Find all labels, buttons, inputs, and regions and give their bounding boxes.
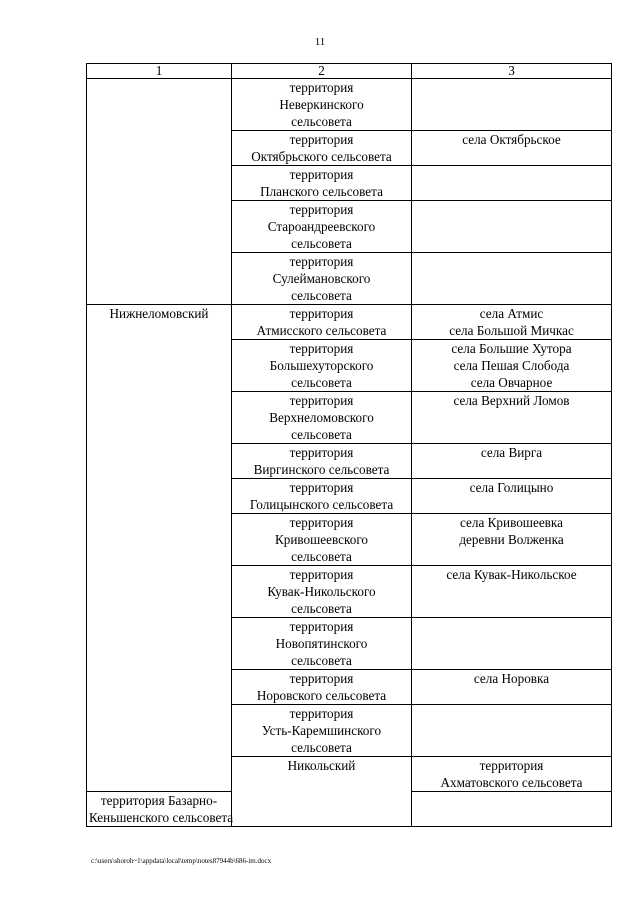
territory-line: территория [289,254,354,269]
settlement-line: села Норовка [473,671,550,686]
territory-line: территория [289,393,354,408]
territory-line: территория [289,480,354,495]
settlements-cell [412,444,612,479]
territory-cell [232,131,412,166]
territory-line: сельсовета [291,236,352,251]
territory-line: Кувак-Никольского [267,584,376,599]
territory-cell [232,166,412,201]
territory-line: территория [289,706,354,721]
territory-line: сельсовета [291,114,352,129]
settlement-line: села Атмис [479,306,544,321]
territory-line: Большехуторского [269,358,374,373]
territory-line: Сулеймановского [272,271,371,286]
territory-cell [232,79,412,131]
territory-line: территория [289,341,354,356]
territory-line: территория [289,515,354,530]
settlements-cell [412,166,612,201]
settlement-line: деревни Волженка [459,532,564,547]
table-row [87,305,612,340]
column-header: 2 [232,64,412,79]
territory-line: Староандреевского [267,219,376,234]
territory-line: сельсовета [291,549,352,564]
settlement-line: села Овчарное [470,375,553,390]
territory-cell [232,392,412,444]
territory-line: Неверкинского [279,97,364,112]
territory-line: территория [289,80,354,95]
territory-cell [232,566,412,618]
settlement-line: села Вирга [480,445,543,460]
territory-line: Атмисского сельсовета [256,323,387,338]
territory-line: Верхнеломовского [269,410,374,425]
territory-line: территория [289,202,354,217]
territory-line: территория [289,167,354,182]
district-cell [87,79,232,305]
territory-line: Норовского сельсовета [256,688,387,703]
territory-line: Ахматовского сельсовета [440,775,583,790]
settlement-line: села Большой Мичкас [449,323,574,338]
territory-cell [232,618,412,670]
territory-cell [232,253,412,305]
page-number: 11 [314,36,326,48]
territory-line: территория [289,132,354,147]
territory-cell [232,705,412,757]
territory-line: сельсовета [291,288,352,303]
footer-file-path: c:\users\shoroh~1\appdata\local\temp\notes87944b\686-im.docx [91,857,272,865]
settlements-cell [412,305,612,340]
settlements-cell [412,566,612,618]
table-body [87,79,612,827]
territory-line: Виргинского сельсовета [253,462,390,477]
district-cell: Нижнеломовский [87,305,232,792]
territory-line: Усть-Каремшинского [261,723,382,738]
column-header: 3 [412,64,612,79]
territory-cell [232,340,412,392]
territory-line: территория [289,445,354,460]
settlement-line: села Верхний Ломов [453,393,570,408]
territory-line: Кривошеевского [274,532,369,547]
settlements-cell [412,201,612,253]
territory-line: территория [479,758,544,773]
settlements-cell [412,670,612,705]
territory-line: сельсовета [291,375,352,390]
settlements-table [86,63,612,827]
territory-cell [232,670,412,705]
territory-line: Новопятинского [275,636,368,651]
settlement-line: села Большие Хутора [451,341,572,356]
territory-line: территория [289,306,354,321]
territory-line: территория [289,671,354,686]
settlements-cell [412,705,612,757]
settlements-cell [412,479,612,514]
settlements-cell [412,618,612,670]
settlements-cell [412,514,612,566]
settlements-cell [412,253,612,305]
settlement-line: села Голицыно [469,480,554,495]
district-cell: Никольский [232,757,412,827]
territory-line: сельсовета [291,601,352,616]
territory-line: сельсовета [291,653,352,668]
territory-line: территория [289,619,354,634]
settlement-line: села Кривошеевка [460,515,563,530]
settlements-cell [412,792,612,827]
territory-cell [412,757,612,792]
column-header: 1 [87,64,232,79]
settlements-cell [412,131,612,166]
territory-cell [232,444,412,479]
territory-line: территория [289,567,354,582]
territory-cell [232,514,412,566]
table-row [87,79,612,131]
territory-line: Голицынского сельсовета [249,497,394,512]
territory-line: Планского сельсовета [260,184,383,199]
settlement-line: села Пешая Слобода [453,358,570,373]
territory-cell [232,305,412,340]
settlement-line: села Октябрьское [462,132,561,147]
territory-cell [232,201,412,253]
settlement-line: села Кувак-Никольское [446,567,577,582]
territory-cell [87,792,232,827]
territory-cell [232,479,412,514]
territory-line: сельсовета [291,427,352,442]
territory-line: Кеньшенского сельсовета [89,810,234,825]
territory-line: сельсовета [291,740,352,755]
territory-line: Октябрьского сельсовета [251,149,392,164]
settlements-cell [412,79,612,131]
territory-line: территория Базарно- [100,793,218,808]
settlements-cell [412,392,612,444]
table-header-row [87,64,612,79]
settlements-cell [412,340,612,392]
